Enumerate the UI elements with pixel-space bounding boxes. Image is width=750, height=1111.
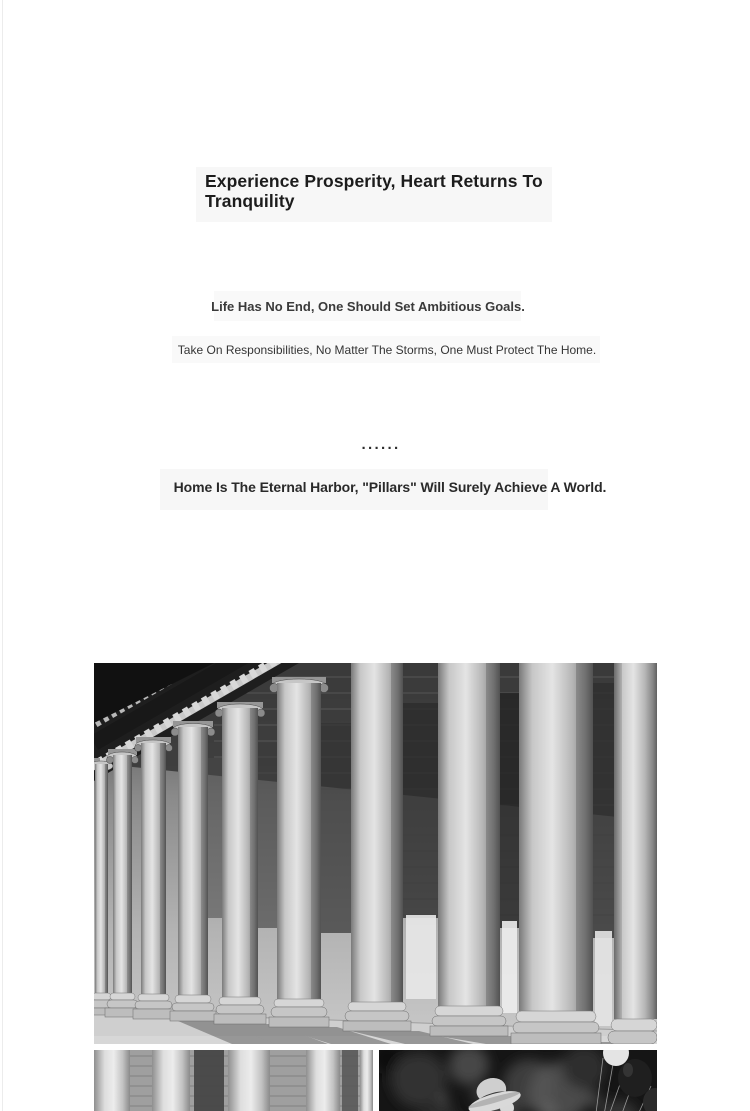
columns-closeup-photo	[94, 1050, 373, 1111]
child-with-balloons-photo	[379, 1050, 657, 1111]
lead-primary-text: Life Has No End, One Should Set Ambitious Goals.	[211, 299, 525, 314]
main-colonnade-svg	[94, 663, 657, 1044]
child-with-balloons-svg	[379, 1050, 657, 1111]
columns-closeup-svg	[94, 1050, 373, 1111]
page-left-border	[2, 0, 3, 1111]
lead-secondary-text: Take On Responsibilities, No Matter The Storms, One Must Protect The Home.	[177, 343, 597, 357]
article-title: Experience Prosperity, Heart Returns To Tranquility	[205, 171, 543, 211]
ellipsis-row: ······	[361, 440, 401, 457]
main-colonnade-photo	[94, 663, 657, 1044]
closing-text: Home Is The Eternal Harbor, "Pillars" Will Surely Achieve A World.	[173, 479, 607, 495]
